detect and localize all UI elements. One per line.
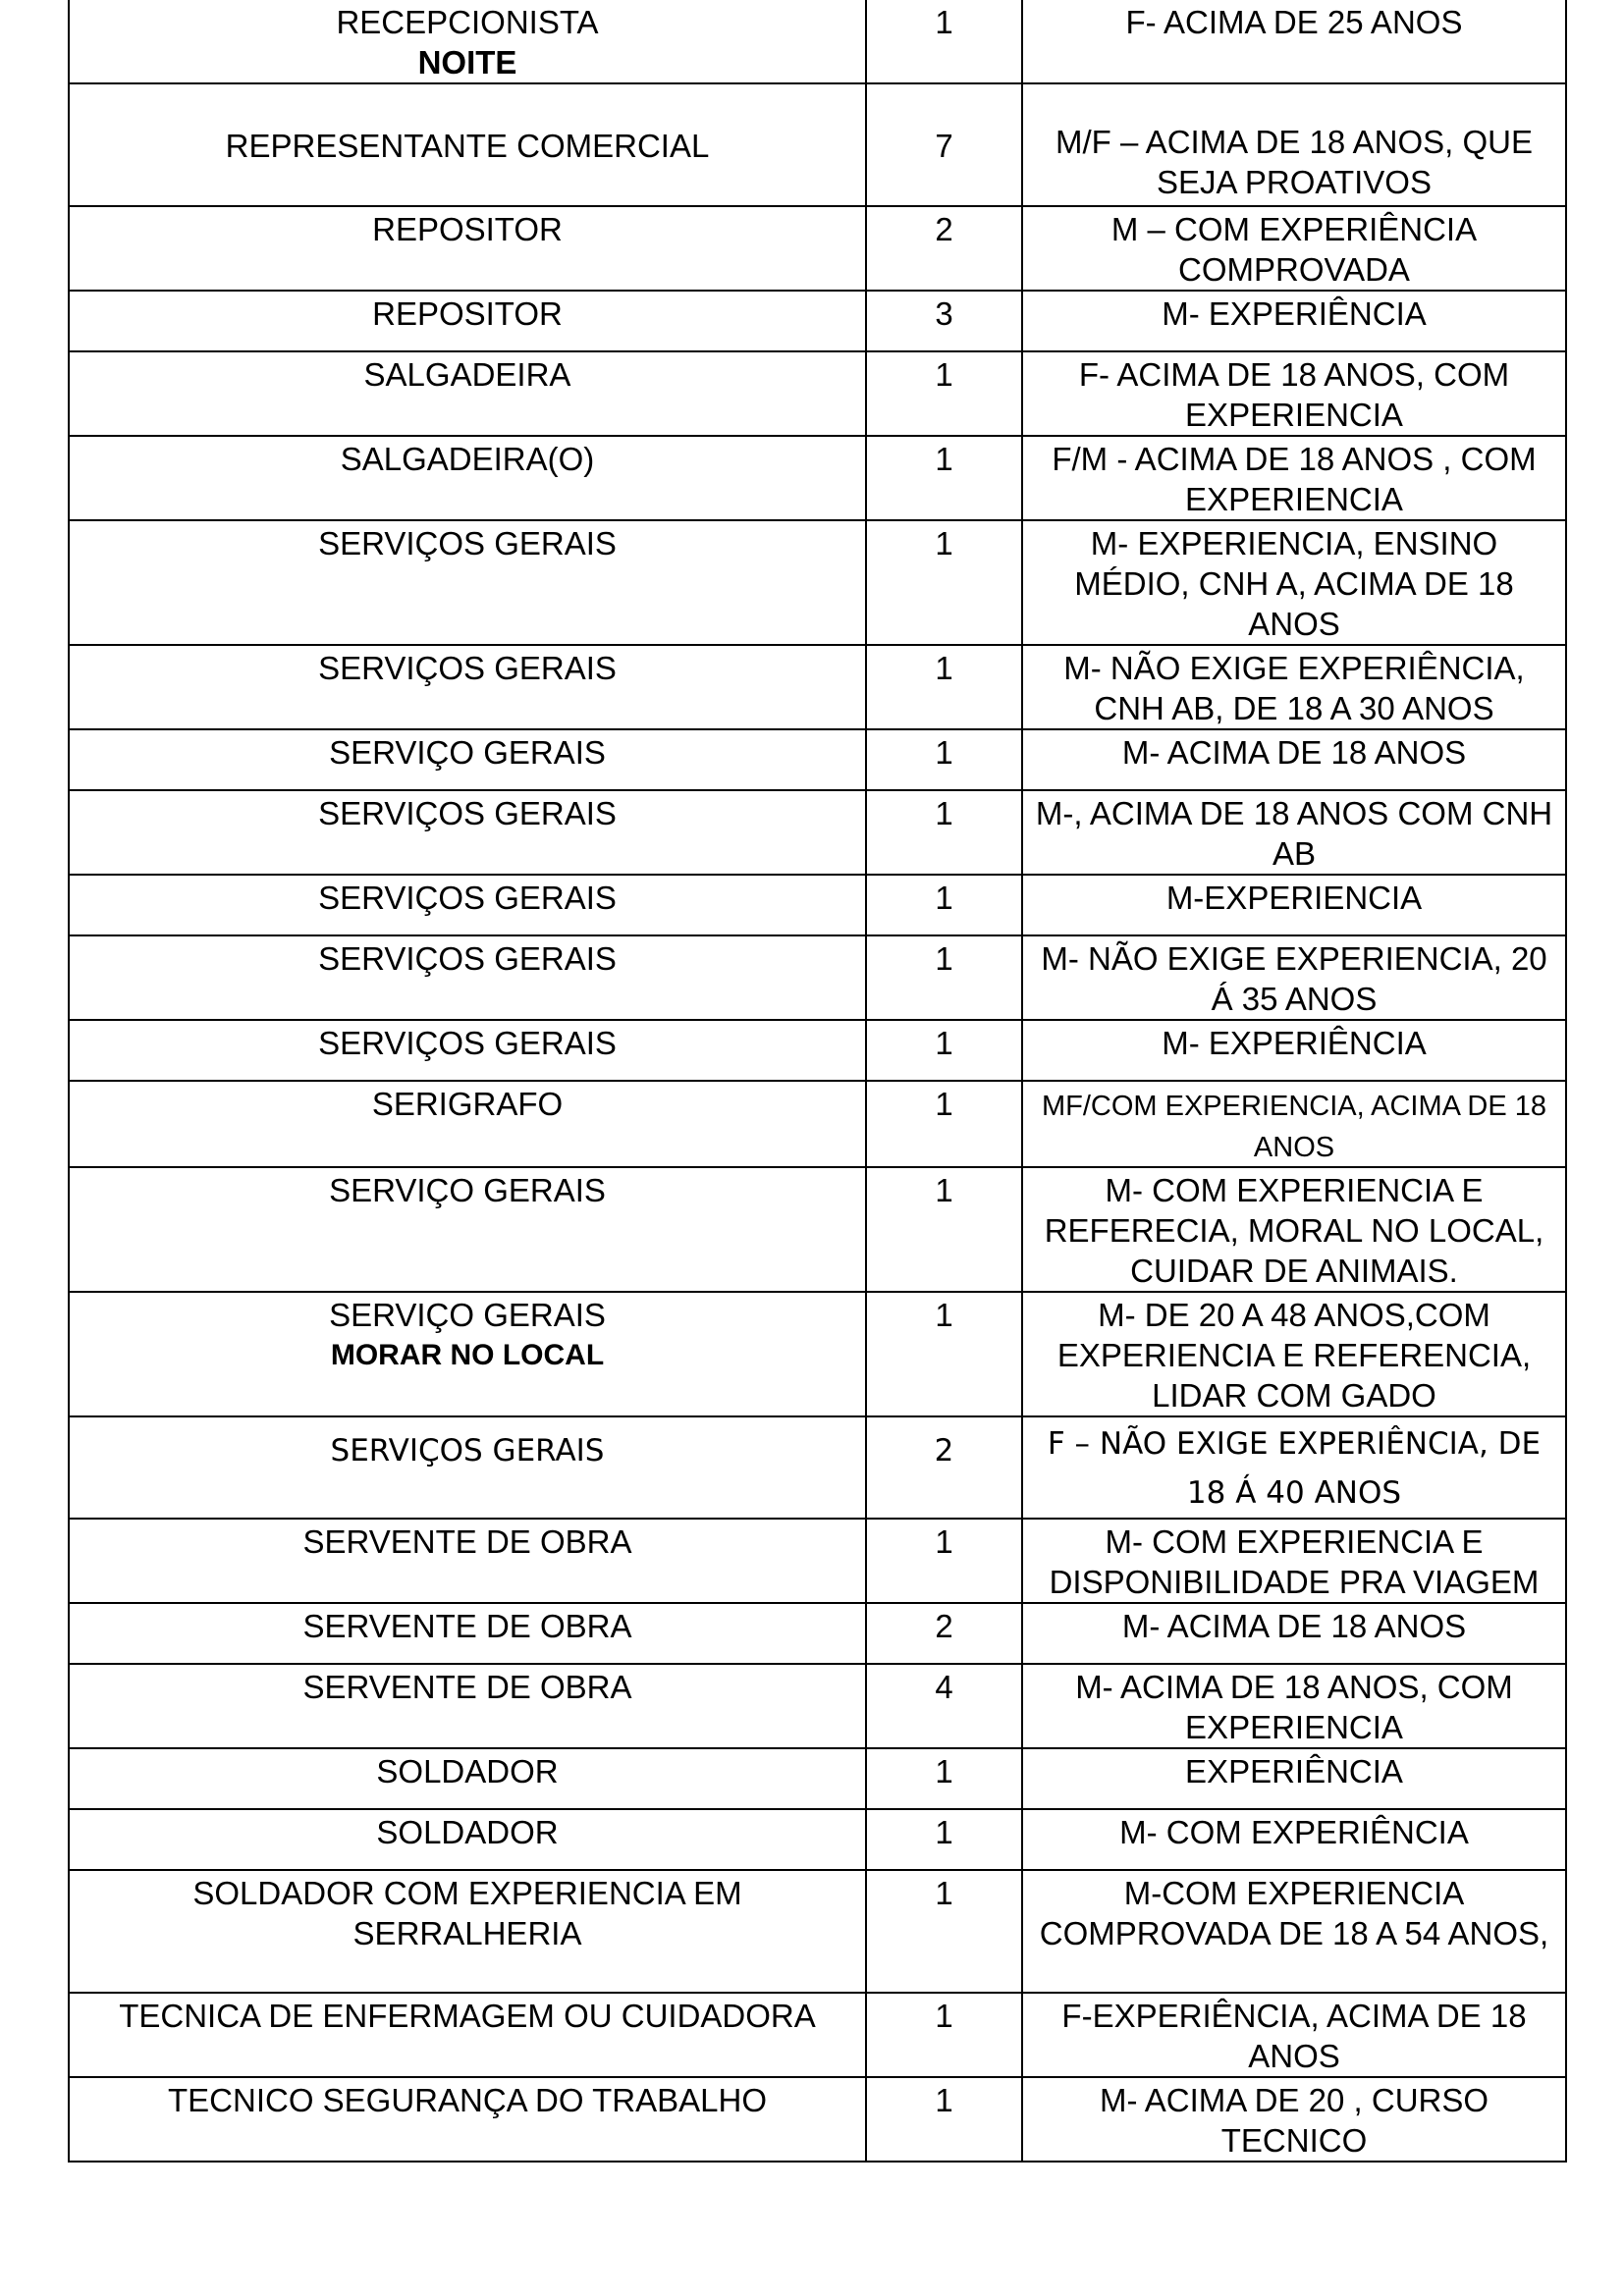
- requirements-cell: [1022, 2077, 1566, 2162]
- job-title: SOLDADOR: [376, 1814, 559, 1850]
- vacancy-count: 1: [935, 940, 953, 977]
- requirements-cell: [1022, 1416, 1566, 1519]
- vacancy-count: 2: [934, 1433, 954, 1468]
- vacancy-count-cell: [866, 83, 1022, 206]
- table-row: [69, 1993, 1566, 2077]
- job-openings-body: [69, 0, 1566, 2162]
- vacancy-count: 1: [935, 1998, 953, 2034]
- table-row: [69, 1664, 1566, 1748]
- requirements-cell: [1022, 0, 1566, 83]
- job-title-cell: [69, 1993, 866, 2077]
- table-row: [69, 1020, 1566, 1081]
- job-title: TECNICO SEGURANÇA DO TRABALHO: [167, 2082, 767, 2118]
- vacancy-count: 1: [935, 650, 953, 686]
- job-title-cell: [69, 1603, 866, 1664]
- job-title: SOLDADOR: [376, 1753, 559, 1789]
- job-title-cell: [69, 1416, 866, 1519]
- table-row: [69, 729, 1566, 790]
- vacancy-count-cell: [866, 1020, 1022, 1081]
- vacancy-count-cell: [866, 875, 1022, 935]
- requirements-cell: [1022, 1748, 1566, 1809]
- job-title-cell: [69, 1167, 866, 1292]
- requirements-cell: [1022, 875, 1566, 935]
- table-row: [69, 875, 1566, 935]
- vacancy-count-cell: [866, 1993, 1022, 2077]
- job-title-cell: [69, 291, 866, 351]
- job-note: MORAR NO LOCAL: [330, 1339, 605, 1371]
- requirements-cell: [1022, 935, 1566, 1020]
- requirements-text: M- NÃO EXIGE EXPERIENCIA, 20 Á 35 ANOS: [1041, 940, 1547, 1017]
- vacancy-count: 7: [935, 128, 953, 164]
- vacancy-count: 1: [935, 880, 953, 916]
- requirements-text: F- ACIMA DE 25 ANOS: [1125, 4, 1463, 40]
- requirements-text: F – NÃO EXIGE EXPERIÊNCIA, DE 18 Á 40 ANOS: [1047, 1426, 1542, 1511]
- job-title-cell: [69, 1020, 866, 1081]
- table-row: [69, 1870, 1566, 1993]
- vacancy-count: 2: [935, 211, 953, 247]
- table-row: [69, 645, 1566, 729]
- job-title-cell: [69, 520, 866, 645]
- requirements-cell: [1022, 520, 1566, 645]
- job-title: SERVIÇOS GERAIS: [318, 1025, 617, 1061]
- vacancy-count: 1: [935, 734, 953, 771]
- vacancy-count-cell: [866, 1603, 1022, 1664]
- vacancy-count-cell: [866, 2077, 1022, 2162]
- requirements-text: F- ACIMA DE 18 ANOS, COM EXPERIENCIA: [1078, 356, 1510, 433]
- table-row: [69, 1167, 1566, 1292]
- vacancy-count: 1: [935, 1086, 953, 1122]
- requirements-text: M-COM EXPERIENCIA COMPROVADA DE 18 A 54 ANOS,: [1039, 1875, 1549, 1951]
- vacancy-count-cell: [866, 520, 1022, 645]
- vacancy-count-cell: [866, 1748, 1022, 1809]
- vacancy-count: 1: [935, 356, 953, 393]
- job-title-cell: [69, 1292, 866, 1416]
- vacancy-count-cell: [866, 351, 1022, 436]
- table-row: [69, 1292, 1566, 1416]
- job-title: SERVIÇOS GERAIS: [318, 880, 617, 916]
- job-title: REPOSITOR: [372, 295, 563, 332]
- table-row: [69, 790, 1566, 875]
- requirements-text: M- EXPERIÊNCIA: [1162, 295, 1427, 332]
- vacancy-count-cell: [866, 1081, 1022, 1167]
- requirements-text: M- ACIMA DE 20 , CURSO TECNICO: [1099, 2082, 1489, 2159]
- requirements-cell: [1022, 206, 1566, 291]
- job-title-cell: [69, 790, 866, 875]
- job-title-cell: [69, 1809, 866, 1870]
- job-title: RECEPCIONISTA: [336, 4, 599, 40]
- job-title: SALGADEIRA(O): [340, 441, 595, 477]
- requirements-cell: [1022, 1081, 1566, 1167]
- requirements-cell: [1022, 790, 1566, 875]
- requirements-text: M- ACIMA DE 18 ANOS: [1121, 1608, 1467, 1644]
- job-title-cell: [69, 436, 866, 520]
- job-title: SERVIÇO GERAIS: [329, 1297, 606, 1333]
- vacancy-count: 1: [935, 1025, 953, 1061]
- job-title: SERVIÇO GERAIS: [329, 1172, 606, 1208]
- vacancy-count: 1: [935, 2082, 953, 2118]
- requirements-cell: [1022, 83, 1566, 206]
- job-title: SERVIÇOS GERAIS: [318, 940, 617, 977]
- vacancy-count: 1: [935, 1814, 953, 1850]
- requirements-cell: [1022, 1809, 1566, 1870]
- table-row: [69, 1603, 1566, 1664]
- vacancy-count-cell: [866, 1167, 1022, 1292]
- requirements-text: M- COM EXPERIENCIA E REFERECIA, MORAL NO LOCAL, CUIDAR DE ANIMAIS.: [1044, 1172, 1544, 1289]
- table-row: [69, 206, 1566, 291]
- requirements-cell: [1022, 645, 1566, 729]
- job-title: SERVIÇOS GERAIS: [318, 650, 617, 686]
- job-title: SOLDADOR COM EXPERIENCIA EM SERRALHERIA: [192, 1875, 742, 1951]
- table-row: [69, 2077, 1566, 2162]
- requirements-text: M – COM EXPERIÊNCIA COMPROVADA: [1110, 211, 1478, 288]
- job-title: SERVIÇO GERAIS: [329, 734, 606, 771]
- job-title: SERVENTE DE OBRA: [302, 1669, 632, 1705]
- job-title: TECNICA DE ENFERMAGEM OU CUIDADORA: [119, 1998, 816, 2034]
- requirements-text: M- COM EXPERIENCIA E DISPONIBILIDADE PRA VIAGEM: [1049, 1523, 1540, 1600]
- vacancy-count-cell: [866, 291, 1022, 351]
- job-title-cell: [69, 645, 866, 729]
- requirements-cell: [1022, 1020, 1566, 1081]
- requirements-cell: [1022, 1664, 1566, 1748]
- requirements-cell: [1022, 1519, 1566, 1603]
- requirements-text: F/M - ACIMA DE 18 ANOS , COM EXPERIENCIA: [1052, 441, 1537, 517]
- vacancy-count: 1: [935, 525, 953, 561]
- vacancy-count-cell: [866, 1519, 1022, 1603]
- job-note: NOITE: [417, 44, 517, 80]
- requirements-cell: [1022, 1603, 1566, 1664]
- job-title-cell: [69, 1081, 866, 1167]
- job-title-cell: [69, 1870, 866, 1993]
- vacancy-count: 2: [935, 1608, 953, 1644]
- vacancy-count: 1: [935, 4, 953, 40]
- requirements-text: M- EXPERIÊNCIA: [1162, 1025, 1427, 1061]
- job-title: SALGADEIRA: [363, 356, 571, 393]
- requirements-text: MF/COM EXPERIENCIA, ACIMA DE 18 ANOS: [1041, 1091, 1547, 1163]
- job-title: SERVENTE DE OBRA: [302, 1608, 632, 1644]
- job-title-cell: [69, 83, 866, 206]
- job-title: REPRESENTANTE COMERCIAL: [225, 128, 710, 164]
- vacancy-count: 1: [935, 1753, 953, 1789]
- vacancy-count-cell: [866, 729, 1022, 790]
- vacancy-count-cell: [866, 206, 1022, 291]
- requirements-cell: [1022, 1993, 1566, 2077]
- requirements-cell: [1022, 351, 1566, 436]
- requirements-text: M- EXPERIENCIA, ENSINO MÉDIO, CNH A, ACIMA DE 18 ANOS: [1074, 525, 1514, 642]
- job-title-cell: [69, 935, 866, 1020]
- requirements-text: M- NÃO EXIGE EXPERIÊNCIA, CNH AB, DE 18 A 30 ANOS: [1063, 650, 1525, 726]
- job-title-cell: [69, 2077, 866, 2162]
- job-title-cell: [69, 1748, 866, 1809]
- job-title: SERVENTE DE OBRA: [302, 1523, 632, 1560]
- job-title-cell: [69, 1664, 866, 1748]
- requirements-text: M- ACIMA DE 18 ANOS, COM EXPERIENCIA: [1075, 1669, 1513, 1745]
- requirements-text: M- COM EXPERIÊNCIA: [1119, 1814, 1469, 1850]
- vacancy-count-cell: [866, 790, 1022, 875]
- vacancy-count-cell: [866, 1809, 1022, 1870]
- table-row: [69, 935, 1566, 1020]
- requirements-cell: [1022, 1167, 1566, 1292]
- requirements-cell: [1022, 1292, 1566, 1416]
- requirements-text: M/F – ACIMA DE 18 ANOS, QUE SEJA PROATIVOS: [1056, 124, 1533, 200]
- vacancy-count: 1: [935, 1297, 953, 1333]
- table-row: [69, 436, 1566, 520]
- job-title: SERVIÇOS GERAIS: [318, 525, 617, 561]
- table-row: [69, 1081, 1566, 1167]
- requirements-text: M- ACIMA DE 18 ANOS: [1121, 734, 1467, 771]
- requirements-cell: [1022, 1870, 1566, 1993]
- vacancy-count-cell: [866, 0, 1022, 83]
- vacancy-count: 1: [935, 1523, 953, 1560]
- requirements-text: M-, ACIMA DE 18 ANOS COM CNH AB: [1035, 795, 1553, 872]
- vacancy-count: 3: [935, 295, 953, 332]
- job-title-cell: [69, 0, 866, 83]
- vacancy-count-cell: [866, 1870, 1022, 1993]
- vacancy-count-cell: [866, 436, 1022, 520]
- job-openings-table: [68, 0, 1567, 2163]
- vacancy-count-cell: [866, 1664, 1022, 1748]
- vacancy-count-cell: [866, 1292, 1022, 1416]
- vacancy-count: 1: [935, 1875, 953, 1911]
- job-title-cell: [69, 875, 866, 935]
- table-row: [69, 83, 1566, 206]
- requirements-cell: [1022, 436, 1566, 520]
- job-title-cell: [69, 729, 866, 790]
- table-row: [69, 1748, 1566, 1809]
- table-row: [69, 1519, 1566, 1603]
- vacancy-count: 4: [935, 1669, 953, 1705]
- job-title: SERVIÇOS GERAIS: [330, 1433, 605, 1468]
- vacancy-count-cell: [866, 645, 1022, 729]
- job-title: REPOSITOR: [372, 211, 563, 247]
- vacancy-count: 1: [935, 795, 953, 831]
- job-title: SERIGRAFO: [371, 1086, 564, 1122]
- table-row: [69, 0, 1566, 83]
- requirements-text: M-EXPERIENCIA: [1165, 880, 1423, 916]
- requirements-text: F-EXPERIÊNCIA, ACIMA DE 18 ANOS: [1061, 1998, 1527, 2074]
- table-row: [69, 1809, 1566, 1870]
- requirements-text: EXPERIÊNCIA: [1185, 1753, 1403, 1789]
- vacancy-count-cell: [866, 935, 1022, 1020]
- vacancy-count-cell: [866, 1416, 1022, 1519]
- table-row: [69, 1416, 1566, 1519]
- table-row: [69, 351, 1566, 436]
- table-row: [69, 291, 1566, 351]
- requirements-text: M- DE 20 A 48 ANOS,COM EXPERIENCIA E REFERENCIA, LIDAR COM GADO: [1056, 1297, 1532, 1414]
- job-title-cell: [69, 206, 866, 291]
- vacancy-count: 1: [935, 441, 953, 477]
- table-row: [69, 520, 1566, 645]
- vacancy-count: 1: [935, 1172, 953, 1208]
- job-title-cell: [69, 351, 866, 436]
- job-title-cell: [69, 1519, 866, 1603]
- requirements-cell: [1022, 291, 1566, 351]
- job-title: SERVIÇOS GERAIS: [318, 795, 617, 831]
- requirements-cell: [1022, 729, 1566, 790]
